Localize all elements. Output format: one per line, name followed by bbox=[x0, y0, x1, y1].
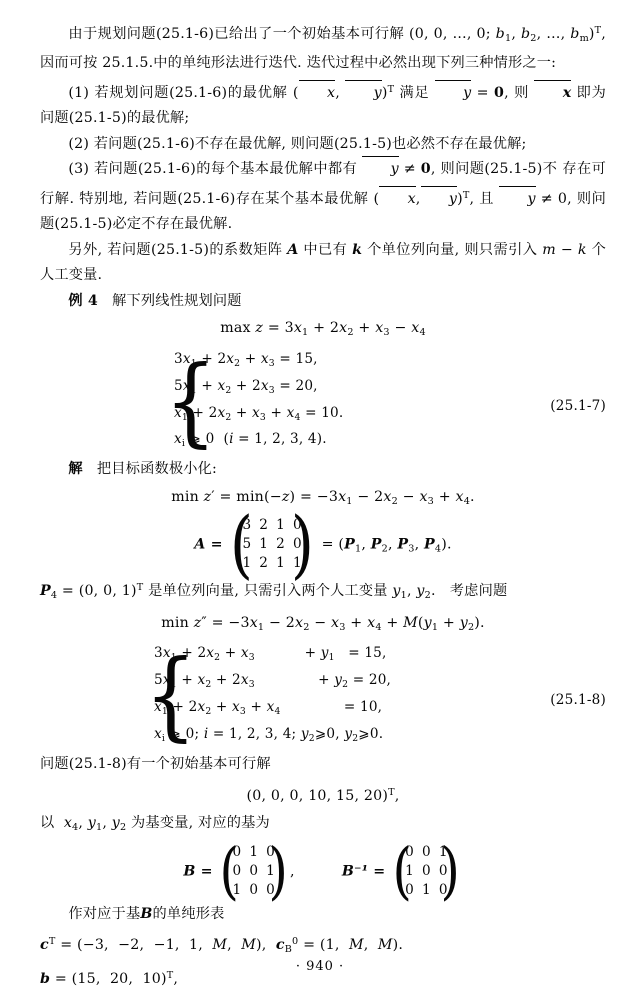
matrix-B bbox=[217, 843, 290, 900]
tableau-intro: 作对应于基B的单纯形表 bbox=[68, 905, 225, 922]
system-2-row: $3x_1 + 2x_2 + x_3$ + $y_1 = 15$, bbox=[154, 645, 387, 664]
system-1-row: $3x_1 + 2x_2 + x_3 = 15$, bbox=[174, 350, 318, 369]
system-1-row: $x_i$ ⩾ 0 (i = 1, 2, 3, 4). bbox=[174, 431, 327, 450]
equation-tag-25-1-7: (25.1-7) bbox=[550, 397, 606, 414]
equation-tag-25-1-8: (25.1-8) bbox=[550, 692, 606, 709]
system-1-row: $x_1 + 2x_2 + x_3 + x_4 = 10$. bbox=[174, 404, 344, 423]
consider-problem: 考虑问题 bbox=[449, 583, 508, 600]
paragraph-intro: 由于规划问题(25.1-6)已给出了一个初始基本可行解 (0, 0, …, 0; $b_1$, $b_2$, …, $b_m)^T$, 因而可按 25.1.5.中的单纯形法进行迭代. 迭代过程中必然出现下列三种情形之一: bbox=[40, 25, 607, 72]
objective-max: $\max z = 3x_1 + 2x_2 + x_3 - x_4$ bbox=[220, 320, 426, 339]
system-2-row: $x_i$ ⩾ 0; i = 1, 2, 3, 4; $y_2⩾0$, $y_2⩾0$. bbox=[154, 726, 384, 745]
matrix-B-lhs: B = bbox=[183, 863, 213, 880]
paragraph-unit-vector: $P_4 = (0$, 0, 1)$^T$ 是单位列向量, 只需引入两个人工变量 $y_1$, $y_2$. 考虑问题 bbox=[40, 582, 508, 602]
objective-min: $\min z' = \min(-z) = -3x_1 - 2x_2 - x_3 + x_4$. bbox=[171, 488, 475, 507]
matrix-row: 5 1 2 0 bbox=[242, 536, 302, 553]
matrix-A bbox=[227, 516, 316, 573]
basis-intro: 以 $x_4$, $y_1$, $y_2$ 为基变量, 对应的基为 bbox=[40, 815, 270, 834]
matrix-B-inverse bbox=[390, 843, 463, 900]
left-brace bbox=[160, 348, 174, 456]
example-heading bbox=[40, 289, 606, 315]
system-2 bbox=[140, 642, 606, 750]
initial-solution-intro: 问题(25.1-8)有一个初始基本可行解 bbox=[40, 756, 271, 773]
paren-left bbox=[227, 516, 238, 573]
matrix-row: 1 0 0 bbox=[232, 881, 276, 898]
example-title: 解下列线性规划问题 bbox=[112, 292, 242, 309]
matrix-row: 0 1 0 bbox=[232, 843, 276, 860]
system-1-row: $5x_1 + x_2 + 2x_3 = 20$, bbox=[174, 377, 318, 396]
system-1-block bbox=[40, 348, 606, 456]
paragraph-case-1: (1) 若规划问题(25.1-6)的最优解 ( x, y)$^T$ 满足 y = 0, 则 x 即为问题(25.1-5)的最优解; bbox=[40, 77, 606, 132]
solution-line bbox=[40, 457, 606, 483]
paren-left bbox=[217, 843, 228, 900]
paragraph-case-2: (2) 若问题(25.1-6)不存在最优解, 则问题(25.1-5)也必然不存在最优解; bbox=[68, 135, 527, 152]
paren-right bbox=[279, 843, 290, 900]
initial-solution: (0, 0, 0, 10, 15, 20)$^T$, bbox=[246, 786, 400, 804]
matrix-row: 1 0 0 bbox=[405, 862, 448, 879]
matrix-sep: , bbox=[290, 863, 295, 880]
matrix-row: 0 0 1 bbox=[232, 862, 276, 879]
matrix-row: 0 1 0 bbox=[405, 881, 448, 898]
matrix-A-lhs: A = bbox=[194, 536, 223, 553]
matrix-A-block: A = ( 3 2 1 0 5 1 2 0 1 2 1 1 ) = ($P_1$, $P_2$, $P_3$, $P_4$). bbox=[40, 516, 606, 573]
c-vector: $c^T = (-3$, −2, −1, 1, M, M), $c_B^0 = (1$, M, M). bbox=[40, 936, 404, 956]
matrix-Binv-lhs: B⁻¹ = bbox=[341, 863, 386, 880]
system-1 bbox=[160, 348, 606, 456]
left-brace bbox=[140, 642, 154, 750]
paren-right bbox=[306, 516, 317, 573]
page-body bbox=[40, 18, 606, 992]
solution-label: 解 bbox=[68, 461, 83, 478]
paren-left bbox=[390, 843, 401, 900]
system-2-block bbox=[40, 642, 606, 750]
solution-intro: 把目标函数极小化: bbox=[96, 461, 218, 478]
matrix-row: 1 2 1 1 bbox=[242, 555, 302, 572]
paren-right bbox=[452, 843, 463, 900]
paragraph-case-3: (3) 若问题(25.1-6)的每个基本最优解中都有 y ≠ 0, 则问题(25.1-5)不 存在可行解. 特别地, 若问题(25.1-6)存在某个基本最优解 ( x, y)$^T$, 且 y ≠ 0, 则问题(25.1-5)必定不存在最优解. bbox=[40, 157, 606, 237]
objective-big-m: $\min z'' = -3x_1 - 2x_2 - x_3 + x_4 + M(y_1 + y_2)$. bbox=[161, 614, 485, 633]
paragraph-extra-note: 另外, 若问题(25.1-5)的系数矩阵 A 中已有 k 个单位列向量, 则只需引入 m − k 个人工变量. bbox=[40, 241, 606, 284]
system-2-row: $x_1 + 2x_2 + x_3 + x_4$ = 10, bbox=[154, 699, 383, 718]
page-number: · 940 · bbox=[295, 959, 345, 974]
matrix-row: 3 2 1 0 bbox=[242, 517, 302, 534]
matrix-row: 0 0 1 bbox=[405, 843, 448, 860]
b-vector: b = (15, 20, 10)$^T$, bbox=[40, 969, 179, 987]
matrix-B-block bbox=[40, 843, 606, 900]
example-label: 例 4 bbox=[68, 292, 98, 309]
system-2-row: $5x_1 + x_2 + 2x_3$ + $y_2 = 20$, bbox=[154, 672, 392, 691]
